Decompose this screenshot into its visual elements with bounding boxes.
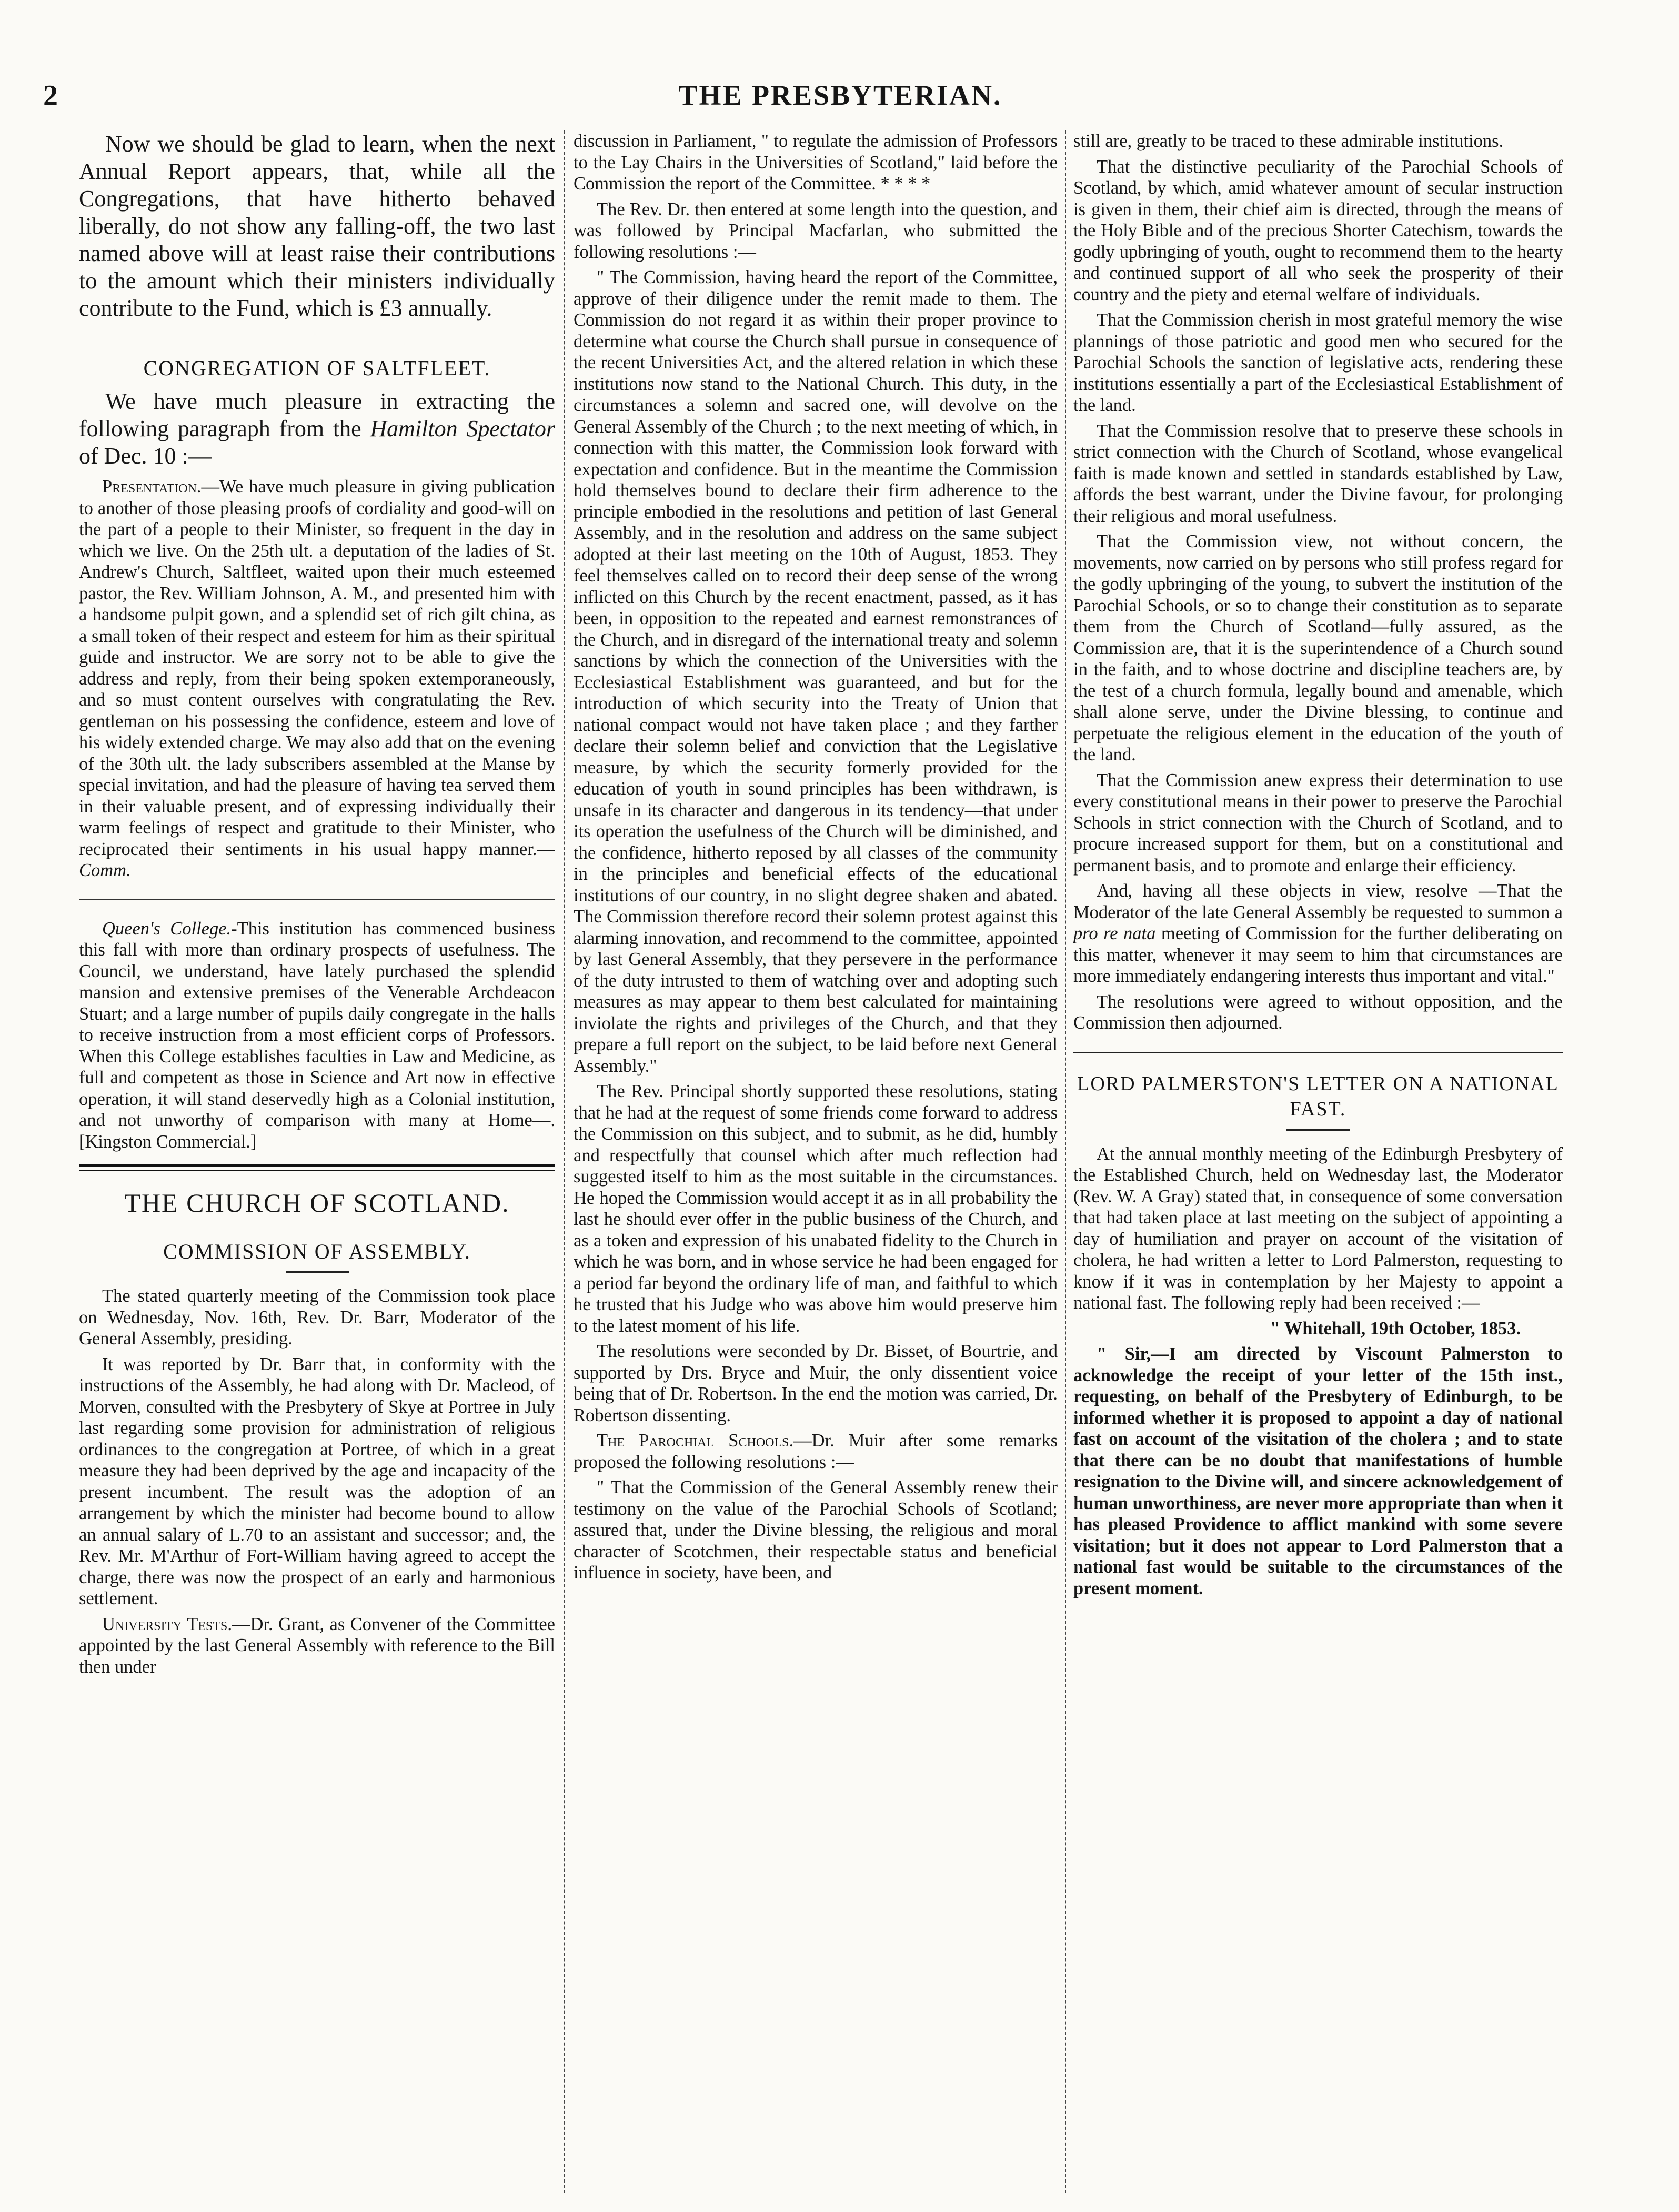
column-1 [79,130,555,2193]
university-label: University Tests. [102,1614,233,1634]
saltfleet-source: Hamilton Spectator [370,416,555,441]
commission-paragraph-2: It was reported by Dr. Barr that, in conformity with the instructions of the Assembly, he had along with Dr. Macleod, of Morven, consulted with the Presbytery of Skye at Portree in July last regarding some provision for administration of religious ordinances to the congregation at Portree, of which in a great measure they had been deprived by the age and incapacity of the present incumbent. The result was the adoption of an arrangement by which the minister had become bound to allow an annual salary of L.70 to an assistant and successor; and, the Rev. Mr. M'Arthur of Fort-William having agreed to accept the charge, there was now the prospect of an early and harmonious settlement. [79,1354,555,1608]
parochial-label: The Parochial Schools. [597,1431,794,1451]
parochial-resolution-start: " That the Commission of the General Assembly renew their testimony on the value of the Parochial Schools of Scotland; assured that, under the Divine blessing, the religious and moral character of Scotchmen, their respectable status and beneficial influence in society, have been, and [574,1477,1058,1583]
col3-paragraph-2: That the distinctive peculiarity of the Parochial Schools of Scotland, by which, amid whatever amount of secular instruction is given in them, their chief aim is directed, through the means of the Holy Bible and of the precious Shorter Catechism, towards the godly upbringing of youth, ought to recommend them to the hearty and continued support of all who seek the prosperity of their country and the piety and eternal welfare of individuals. [1073,156,1563,305]
col3-paragraph-5: That the Commission view, not without concern, the movements, now carried on by persons who still profess regard for the godly upbringing of the young, to subvert the institution of the Parochial Schools, or so to change their constitution as to separate them from the Church of Scotland—fully assured, as the Commission are, that it is the superintendence of a Church sound in the faith, and to whose doctrine and discipline teachers are, by the test of a church formula, legally bound and amenable, which shall alone serve, under the Divine blessing, to continue and perpetuate the religious element in the education of the youth of the land. [1073,531,1563,765]
saltfleet-intro: We have much pleasure in extracting the following paragraph from the Hamilton Spectator of Dec. 10 :— [79,388,555,469]
col3-paragraph-3: That the Commission cherish in most grateful memory the wise plannings of those patriotic and good men who secured for the Parochial Schools the sanction of legislative acts, rendering these institutions essentially a part of the Ecclesiastical Establishment of the land. [1073,310,1563,415]
queens-college-paragraph: Queen's College.-This institution has commenced business this fall with more than ordinary prospects of usefulness. The Council, we understand, have lately purchased the splendid mansion and extensive premises of the Venerable Archdeacon Stuart; and a large number of pupils daily congregate in the halls to receive instruction from a most efficient corps of Professors. When this College establishes faculties in Law and Medicine, as full and competent as those in Science and Art now in effective operation, it will stand deservedly high as a Colonial institution, and not unworthy of comparison with many at Home—.[Kingston Commercial.] [79,918,555,1152]
col3-paragraph-1: still are, greatly to be traced to these admirable institutions. [1073,131,1504,151]
page-number: 2 [43,79,58,112]
parochial-schools-paragraph: The Parochial Schools.—Dr. Muir after some remarks proposed the following resolutions :— [574,1431,1058,1472]
presentation-paragraph: Presentation.—We have much pleasure in giving publication to another of those pleasing proofs of cordiality and good-will on the part of a people to their Minister, so frequent in the day in which we live. On the 25th ult. a deputation of the ladies of St. Andrew's Church, Saltfleet, waited upon their much esteemed pastor, the Rev. William Johnson, A. M., and presented him with a handsome pulpit gown, and a splendid set of rich gilt china, as a small token of their respect and esteem for him as their spiritual guide and instructor. We are sorry not to be able to give the address and reply, from their being spoken extemporaneously, and so must content ourselves with congratulating the Rev. gentleman on his possessing the confidence, esteem and love of his widely extended charge. We may also add that on the evening of the 30th ult. the lady subscribers assembled at the Manse by special invitation, and had the pleasure of having tea served them in their valuable present, and of expressing individually their warm feelings of respect and gratitude to their Minister, who reciprocated their sentiments in his usual happy manner.—Comm. [79,477,555,880]
principal-speech: The Rev. Principal shortly supported these resolutions, stating that he had at the request of some friends come forward to address the Commission on this subject, and to submit, as he did, humbly and respectfully that counsel which after much reflection had suggested itself to him as the most suitable in the circumstances. He hoped the Commission would accept it as in all probability the last he should ever offer in the public business of the Church, and as a token and expression of his unabated fidelity to the Church in which he was born, and in whose service he had been engaged for a period far beyond the ordinary life of man, and faithful to which he trusted that his Judge who was above him would preserve him to the latest moment of his life. [574,1081,1058,1336]
church-of-scotland-heading: THE CHURCH OF SCOTLAND. [124,1188,510,1218]
col3-paragraph-7: And, having all these objects in view, resolve —That the Moderator of the late General Assembly be requested to summon a pro re nata meeting of Commission for the further deliberating on this matter, whenever it may seem to him that circumstances are more immediately endangering interests thus important and vital." [1073,881,1563,986]
section-divider [1073,1052,1563,1053]
page-header [43,79,1637,117]
presentation-sign: Comm. [79,860,131,880]
saltfleet-heading: CONGREGATION OF SALTFLEET. [143,356,491,380]
col3-paragraph-8: The resolutions were agreed to without opposition, and the Commission then adjourned. [1073,991,1563,1033]
running-title: THE PRESBYTERIAN. [678,79,1002,111]
column-3 [1073,130,1563,2193]
short-rule [1286,1129,1350,1131]
university-tests-paragraph: University Tests.—Dr. Grant, as Convener of the Committee appointed by the last General Assembly with reference to the Bill then under [79,1614,555,1677]
col3-paragraph-4: That the Commission resolve that to preserve these schools in strict connection with the Church of Scotland, whose evangelical faith is made known and settled in standards established by Law, affords the best warrant, under the Divine favour, for prolonging their religious and moral usefulness. [1073,420,1563,526]
resolution-universities: " The Commission, having heard the report of the Committee, approve of their diligence under the remit made to them. The Commission do not regard it as within their proper province to determine what course the Church shall pursue in consequence of the recent Universities Act, and the altered relation in which these institutions now stand to the National Church. This duty, in the circumstances a solemn and sacred one, will devolve on the General Assembly of the Church ; to the next meeting of which, in connection with this matter, the Commission look forward with expectation and confidence. But in the meantime the Commission hold themselves bound to declare their firm adherence to the principle embodied in the resolutions and petition of last General Assembly, and in the resolution and address on the same subject adopted at their last meeting on the 10th of August, 1853. They feel themselves called on to record their deep sense of the wrong inflicted on this Church by the recent enactment, passed, as it has been, in opposition to the repeated and earnest remonstrances of the Church, and in disregard of the international treaty and solemn sanctions by which the connection of the Universities with the Ecclesiastical Establishment was guaranteed, and but for the introduction of which security into the Treaty of Union that national compact would not have taken place ; and they farther declare their solemn belief and conviction that the Legislative measure, by which the security formerly provided for the education of youth in sound principles has been withdrawn, is unsafe in its character and dangerous in its tendency—that under its operation the usefulness of the Church will be diminished, and the confidence, hitherto reposed by all classes of the community in the principles and beneficial effects of the educational institutions of our country, in no slight degree shaken and abated. The Commission therefore record their solemn protest against this alarming innovation, and recommend to the committee, appointed by last General Assembly, that they persevere in the performance of the duty intrusted to them of watching over and adopting such measures as may appear to them best calculated for maintaining inviolate the rights and privileges of the Church, and that they prepare a full report on the subject, to be laid before next General Assembly." [574,267,1058,1076]
commission-paragraph-1: The stated quarterly meeting of the Commission took place on Wednesday, Nov. 16th, Rev. Dr. Barr, Moderator of the General Assembly, presiding. [79,1286,555,1349]
col3-paragraph-6: That the Commission anew express their determination to use every constitutional means in their power to preserve the Parochial Schools in strict connection with the Church of Scotland, and to procure increased support for them, but on a constitutional and permanent basis, and to promote and enlarge their efficiency. [1073,770,1563,876]
col2-paragraph-2: The Rev. Dr. then entered at some length into the question, and was followed by Principal Macfarlan, who submitted the following resolutions :— [574,199,1058,262]
column-2 [574,130,1058,2193]
short-rule [286,1271,349,1273]
palmerston-paragraph: At the annual monthly meeting of the Edinburgh Presbytery of the Established Church, held on Wednesday last, the Moderator (Rev. W. A Gray) stated that, in consequence of some conversation that had taken place at last meeting on the subject of appointing a day of humiliation and prayer on account of the visitation of cholera, he had written a letter to Lord Palmerston, requesting to know if it was in contemplation by her Majesty to appoint a national fast. The following reply had been received :— [1073,1143,1563,1313]
section-divider [79,899,555,900]
palmerston-heading: LORD PALMERSTON'S LETTER ON A NATIONAL FAST. [1077,1072,1559,1120]
fund-paragraph: Now we should be glad to learn, when the next Annual Report appears, that, while all the Congregations, that have hitherto behaved liberally, do not show any falling-off, the two last named above will at least raise their contributions to the amount which their ministers individually contribute to the Fund, which is £3 annually. [79,131,555,321]
seconded-paragraph: The resolutions were seconded by Dr. Bisset, of Bourtrie, and supported by Drs. Bryce and Muir, the only dissentient voice being that of Dr. Robertson. In the end the motion was carried, Dr. Robertson dissenting. [574,1341,1058,1425]
queens-label: Queen's College. [102,918,232,939]
column-divider [1065,130,1066,2193]
presentation-label: Presentation. [102,477,202,497]
letter-dateline: " Whitehall, 19th October, 1853. [1270,1318,1521,1339]
commission-heading: COMMISSION OF ASSEMBLY. [163,1240,471,1263]
col2-paragraph-1: discussion in Parliament, " to regulate the admission of Professors to the Lay Chairs in the Universities of Scotland," laid before the Commission the report of the Committee. * * * * [574,131,1058,194]
letter-body: " Sir,—I am directed by Viscount Palmerston to acknowledge the receipt of your letter of the 15th inst., requesting, on behalf of the Presbytery of Edinburgh, to be informed whether it is proposed to appoint a day of national fast on account of the visitation of the cholera ; and to state that there can be no doubt that manifestations of humble resignation to the Divine will, and sincere acknowledgement of human unworthiness, are never more appropriate than when it has pleased Providence to afflict mankind with some severe visitation; but it does not appear to Lord Palmerston that a national fast would be suitable to the circumstances of the present moment. [1073,1344,1563,1598]
column-divider [564,130,565,2193]
double-rule [79,1164,555,1171]
fund-article [79,130,555,322]
